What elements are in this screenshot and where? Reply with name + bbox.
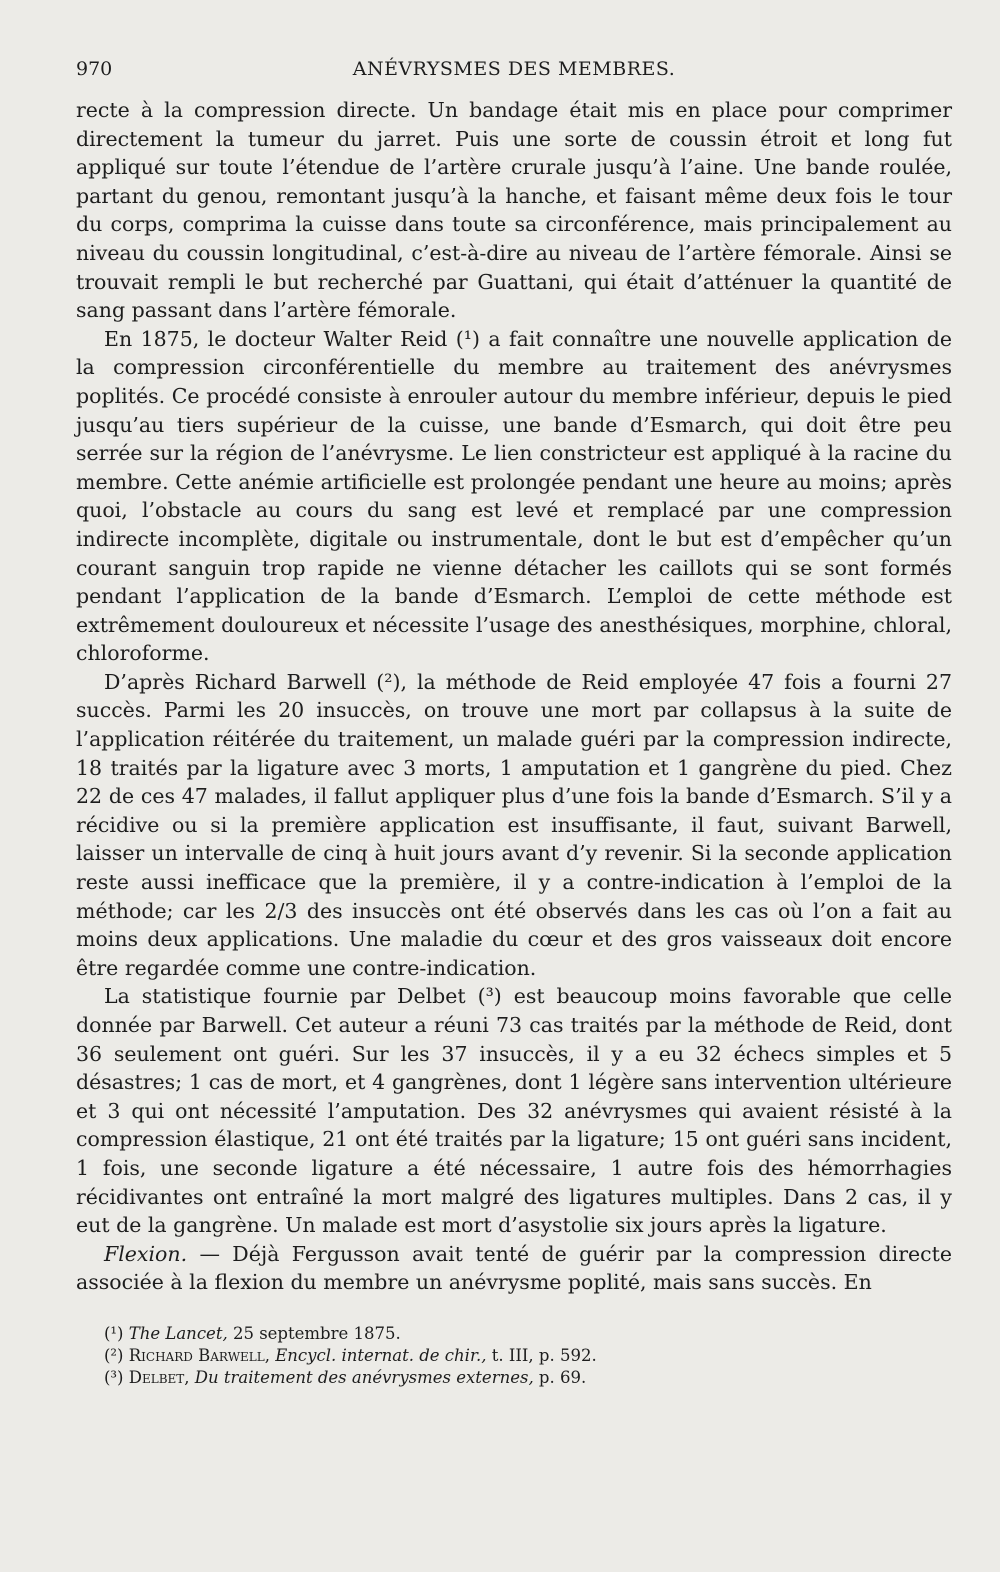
page-number: 970: [76, 58, 113, 80]
paragraph-2: En 1875, le docteur Walter Reid (¹) a fait connaître une nouvelle application de la compression circonférentielle du membre au traitement des anévrysmes poplités. Ce procédé consiste à enrouler autour du membre inférieur, depuis le pied jusqu’au tiers supérieur de la cuisse, une bande d’Esmarch, qui doit être peu serrée sur la région de l’anévrysme. Le lien constricteur est appliqué à la racine du membre. Cette anémie artificielle est prolongée pendant une heure au moins; après quoi, l’obstacle au cours du sang est levé et remplacé par une compression indirecte incomplète, digitale ou instrumentale, dont le but est d’empêcher qu’un courant sanguin trop rapide ne vienne détacher les caillots qui se sont formés pendant l’application de la bande d’Esmarch. L’emploi de cette méthode est extrêmement douloureux et nécessite l’usage des anesthésiques, morphine, chloral, chloroforme.: [76, 326, 952, 666]
footnote-rest: p. 69.: [533, 1367, 587, 1387]
footnote-mark: (²): [104, 1345, 124, 1365]
footnote-author: Richard Barwell,: [128, 1345, 270, 1365]
footnote-work: Du traitement des anévrysmes externes,: [194, 1367, 534, 1387]
footnote-3: [76, 1367, 952, 1389]
footnote-1: [76, 1323, 952, 1345]
paragraph-1: recte à la compression directe. Un bandage était mis en place pour comprimer directement la tumeur du jarret. Puis une sorte de coussin étroit et long fut appliqué sur toute l’étendue de l’artère crurale jusqu’à l’aine. Une bande roulée, partant du genou, remontant jusqu’à la hanche, et faisant même deux fois le tour du corps, comprima la cuisse dans toute sa circonférence, mais principalement au niveau du coussin longitudinal, c’est-à-dire au niveau de l’artère fémorale. Ainsi se trouvait rempli le but recherché par Guattani, qui était d’atténuer la quantité de sang passant dans l’artère fémorale.: [76, 98, 952, 323]
footnote-mark: (³): [104, 1367, 124, 1387]
running-title: ANÉVRYSMES DES MEMBRES.: [352, 58, 676, 80]
section-heading-flexion: Flexion.: [104, 1241, 188, 1266]
footnote-work: The Lancet,: [128, 1323, 228, 1343]
body-text: [76, 96, 952, 1297]
footnote-work: Encycl. internat. de chir.,: [275, 1345, 487, 1365]
page-header: [76, 56, 952, 96]
footnote-mark: (¹): [104, 1323, 124, 1343]
footnotes: [76, 1323, 952, 1389]
footnote-author: Delbet,: [128, 1367, 190, 1387]
paragraph-5: [76, 1240, 952, 1297]
footnote-rest: 25 septembre 1875.: [227, 1323, 401, 1343]
footnote-rest: t. III, p. 592.: [486, 1345, 597, 1365]
footnote-2: [76, 1345, 952, 1367]
paragraph-5-text: — Déjà Fergusson avait tenté de guérir par la compression directe associée à la flexion du membre un anévrysme poplité, mais sans succès. En: [76, 1241, 952, 1295]
paragraph-3: D’après Richard Barwell (²), la méthode de Reid employée 47 fois a fourni 27 succès. Parmi les 20 insuccès, on trouve une mort par collapsus à la suite de l’application réitérée du traitement, un malade guéri par la compression indirecte, 18 traités par la ligature avec 3 morts, 1 amputation et 1 gangrène du pied. Chez 22 de ces 47 malades, il fallut appliquer plus d’une fois la bande d’Esmarch. S’il y a récidive ou si la première application est insuffisante, il faut, suivant Barwell, laisser un intervalle de cinq à huit jours avant d’y revenir. Si la seconde application reste aussi inefficace que la première, il y a contre-indication à l’emploi de la méthode; car les 2/3 des insuccès ont été observés dans les cas où l’on a fait au moins deux applications. Une maladie du cœur et des gros vaisseaux doit encore être regardée comme une contre-indication.: [76, 669, 952, 980]
paragraph-4: La statistique fournie par Delbet (³) est beaucoup moins favorable que celle donnée par Barwell. Cet auteur a réuni 73 cas traités par la méthode de Reid, dont 36 seulement ont guéri. Sur les 37 insuccès, il y a eu 32 échecs simples et 5 désastres; 1 cas de mort, et 4 gangrènes, dont 1 légère sans intervention ultérieure et 3 qui ont nécessité l’amputation. Des 32 anévrysmes qui avaient résisté à la compression élastique, 21 ont été traités par la ligature; 15 ont guéri sans incident, 1 fois, une seconde ligature a été nécessaire, 1 autre fois des hémorrhagies récidivantes ont entraîné la mort malgré des ligatures multiples. Dans 2 cas, il y eut de la gangrène. Un malade est mort d’asystolie six jours après la ligature.: [76, 984, 952, 1238]
